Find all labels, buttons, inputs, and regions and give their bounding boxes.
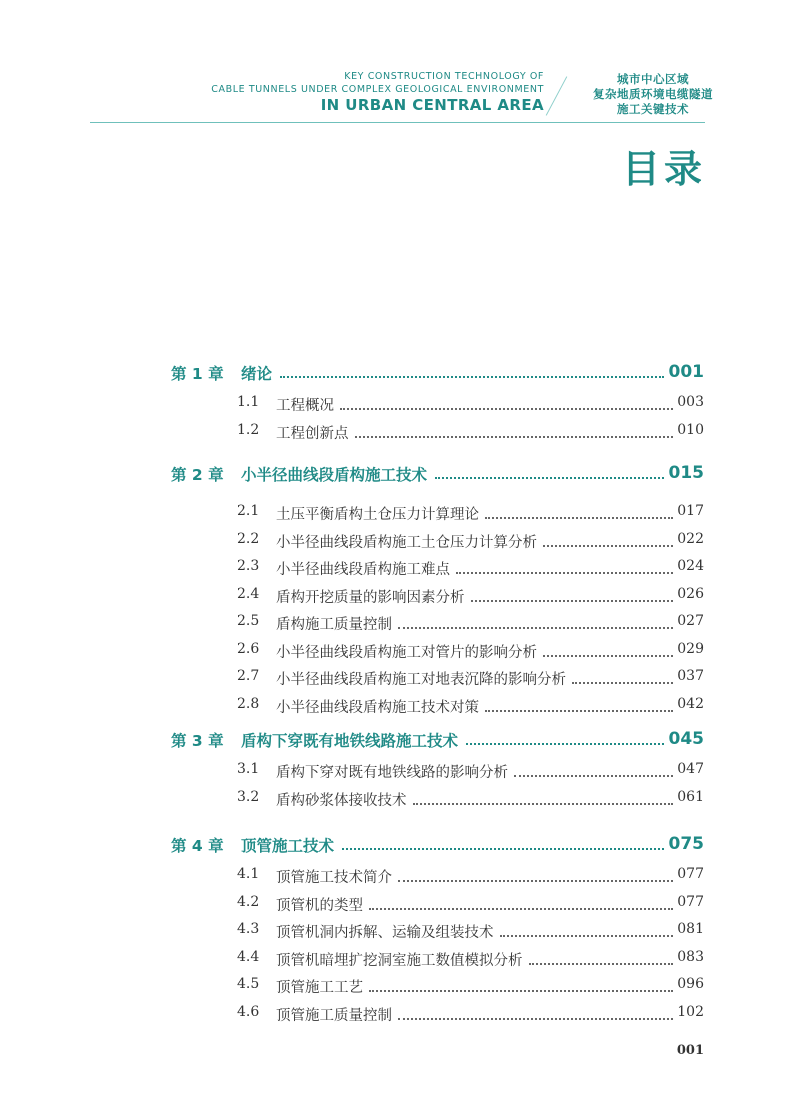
leader-dots [485, 517, 673, 519]
leader-dots [500, 935, 673, 937]
section-page-number: 017 [677, 503, 704, 519]
section-number: 2.8 [237, 695, 260, 712]
leader-dots [514, 775, 673, 777]
section-number: 2.3 [237, 558, 260, 574]
leader-dots [456, 572, 673, 574]
chapter-page-number: 001 [668, 362, 704, 382]
section-entry[interactable] [0, 558, 790, 582]
english-title-line-1: KEY CONSTRUCTION TECHNOLOGY OF [344, 71, 544, 82]
section-entry[interactable] [0, 1004, 790, 1028]
chapter-title: 小半径曲线段盾构施工技术 [241, 466, 428, 484]
section-title: 顶管施工工艺 [276, 980, 363, 996]
section-number: 4.5 [237, 976, 260, 992]
section-title: 盾构下穿对既有地铁线路的影响分析 [276, 765, 508, 781]
leader-dots [435, 477, 664, 479]
section-entry[interactable] [0, 586, 790, 610]
section-page-number: 077 [677, 893, 704, 910]
section-entry[interactable] [0, 789, 790, 813]
section-number: 2.2 [237, 530, 260, 547]
section-title: 小半径曲线段盾构施工土仓压力计算分析 [276, 534, 537, 551]
section-number: 2.1 [237, 503, 260, 519]
section-title: 顶管施工技术简介 [276, 870, 392, 886]
section-page-number: 102 [677, 1003, 704, 1020]
section-title: 土压平衡盾构土仓压力计算理论 [276, 507, 479, 523]
section-entry[interactable] [0, 921, 790, 945]
section-page-number: 081 [677, 921, 704, 937]
section-entry[interactable] [0, 976, 790, 1000]
section-number: 2.4 [237, 585, 260, 602]
leader-dots [280, 376, 664, 378]
section-number: 3.1 [237, 761, 260, 777]
english-book-title [211, 70, 544, 114]
running-header [0, 70, 790, 130]
section-page-number: 003 [677, 394, 704, 410]
section-title: 小半径曲线段盾构施工技术对策 [276, 699, 479, 716]
section-entry[interactable] [0, 613, 790, 637]
leader-dots [471, 600, 673, 602]
section-entry[interactable] [0, 949, 790, 973]
header-divider-slash [546, 76, 568, 115]
leader-dots [340, 408, 673, 410]
chapter-page-number: 015 [668, 463, 704, 483]
section-page-number: 077 [677, 866, 704, 882]
section-page-number: 042 [677, 695, 704, 712]
section-page-number: 024 [677, 558, 704, 574]
section-title: 顶管施工质量控制 [276, 1007, 392, 1024]
english-title-line-3: IN URBAN CENTRAL AREA [320, 96, 544, 114]
section-title: 工程创新点 [276, 425, 349, 442]
chapter-number: 第 1 章 [171, 365, 224, 383]
section-page-number: 096 [677, 976, 704, 992]
leader-dots [413, 803, 673, 805]
english-title-line-2: CABLE TUNNELS UNDER COMPLEX GEOLOGICAL ENVIRONMENT [211, 84, 544, 95]
section-number: 4.4 [237, 948, 260, 965]
section-page-number: 029 [677, 640, 704, 657]
section-title: 工程概况 [276, 398, 334, 414]
leader-dots [398, 880, 673, 882]
leader-dots [369, 990, 673, 992]
section-number: 3.2 [237, 788, 260, 805]
section-title: 盾构砂浆体接收技术 [276, 792, 407, 809]
section-title: 小半径曲线段盾构施工对管片的影响分析 [276, 644, 537, 661]
section-page-number: 010 [677, 421, 704, 438]
leader-dots [466, 743, 664, 745]
section-title: 顶管机洞内拆解、运输及组装技术 [276, 925, 494, 941]
section-number: 4.6 [237, 1003, 260, 1020]
section-title: 顶管机的类型 [276, 897, 363, 914]
page-number: 001 [676, 1043, 704, 1058]
leader-dots [485, 710, 673, 712]
section-title: 小半径曲线段盾构施工对地表沉降的影响分析 [276, 672, 566, 688]
chapter-entry[interactable] [0, 729, 790, 753]
chinese-title-line-2: 复杂地质环境电缆隧道 [593, 87, 713, 101]
header-rule [90, 122, 705, 123]
chapter-number: 第 4 章 [171, 837, 224, 855]
section-page-number: 061 [677, 788, 704, 805]
chapter-number: 第 3 章 [171, 732, 224, 750]
section-page-number: 047 [677, 761, 704, 777]
chapter-title: 绪论 [241, 365, 273, 383]
section-title: 盾构开挖质量的影响因素分析 [276, 589, 465, 606]
chapter-page-number: 075 [668, 834, 704, 854]
section-entry[interactable] [0, 761, 790, 785]
section-title: 小半径曲线段盾构施工难点 [276, 562, 450, 578]
section-number: 1.2 [237, 421, 260, 438]
section-number: 4.1 [237, 866, 260, 882]
section-entry[interactable] [0, 866, 790, 890]
leader-dots [398, 627, 673, 629]
section-entry[interactable] [0, 668, 790, 692]
leader-dots [369, 908, 673, 910]
page-title: 目录 [621, 147, 706, 191]
chapter-number: 第 2 章 [171, 466, 224, 484]
section-page-number: 037 [677, 668, 704, 684]
chinese-title-line-3: 施工关键技术 [617, 102, 689, 116]
chinese-book-title [578, 72, 728, 117]
section-page-number: 083 [677, 948, 704, 965]
chapter-entry[interactable] [0, 834, 790, 858]
leader-dots [543, 545, 673, 547]
chapter-entry[interactable] [0, 362, 790, 386]
section-entry[interactable] [0, 503, 790, 527]
section-entry[interactable] [0, 531, 790, 555]
leader-dots [398, 1018, 673, 1020]
section-entry[interactable] [0, 696, 790, 720]
section-number: 1.1 [237, 394, 260, 410]
section-title: 顶管机暗埋扩挖洞室施工数值模拟分析 [276, 952, 523, 969]
leader-dots [543, 655, 673, 657]
section-page-number: 026 [677, 585, 704, 602]
chapter-entry[interactable] [0, 463, 790, 487]
section-page-number: 027 [677, 613, 704, 629]
leader-dots [355, 436, 673, 438]
chapter-title: 顶管施工技术 [241, 837, 335, 855]
chapter-title: 盾构下穿既有地铁线路施工技术 [241, 732, 459, 750]
chinese-title-line-1: 城市中心区域 [617, 72, 689, 86]
section-entry[interactable] [0, 394, 790, 418]
leader-dots [342, 848, 664, 850]
leader-dots [572, 682, 673, 684]
section-entry[interactable] [0, 422, 790, 446]
section-number: 4.2 [237, 893, 260, 910]
leader-dots [529, 963, 673, 965]
section-page-number: 022 [677, 530, 704, 547]
section-number: 2.7 [237, 668, 260, 684]
section-title: 盾构施工质量控制 [276, 617, 392, 633]
section-entry[interactable] [0, 894, 790, 918]
section-number: 2.6 [237, 640, 260, 657]
section-entry[interactable] [0, 641, 790, 665]
section-number: 2.5 [237, 613, 260, 629]
section-number: 4.3 [237, 921, 260, 937]
chapter-page-number: 045 [668, 729, 704, 749]
